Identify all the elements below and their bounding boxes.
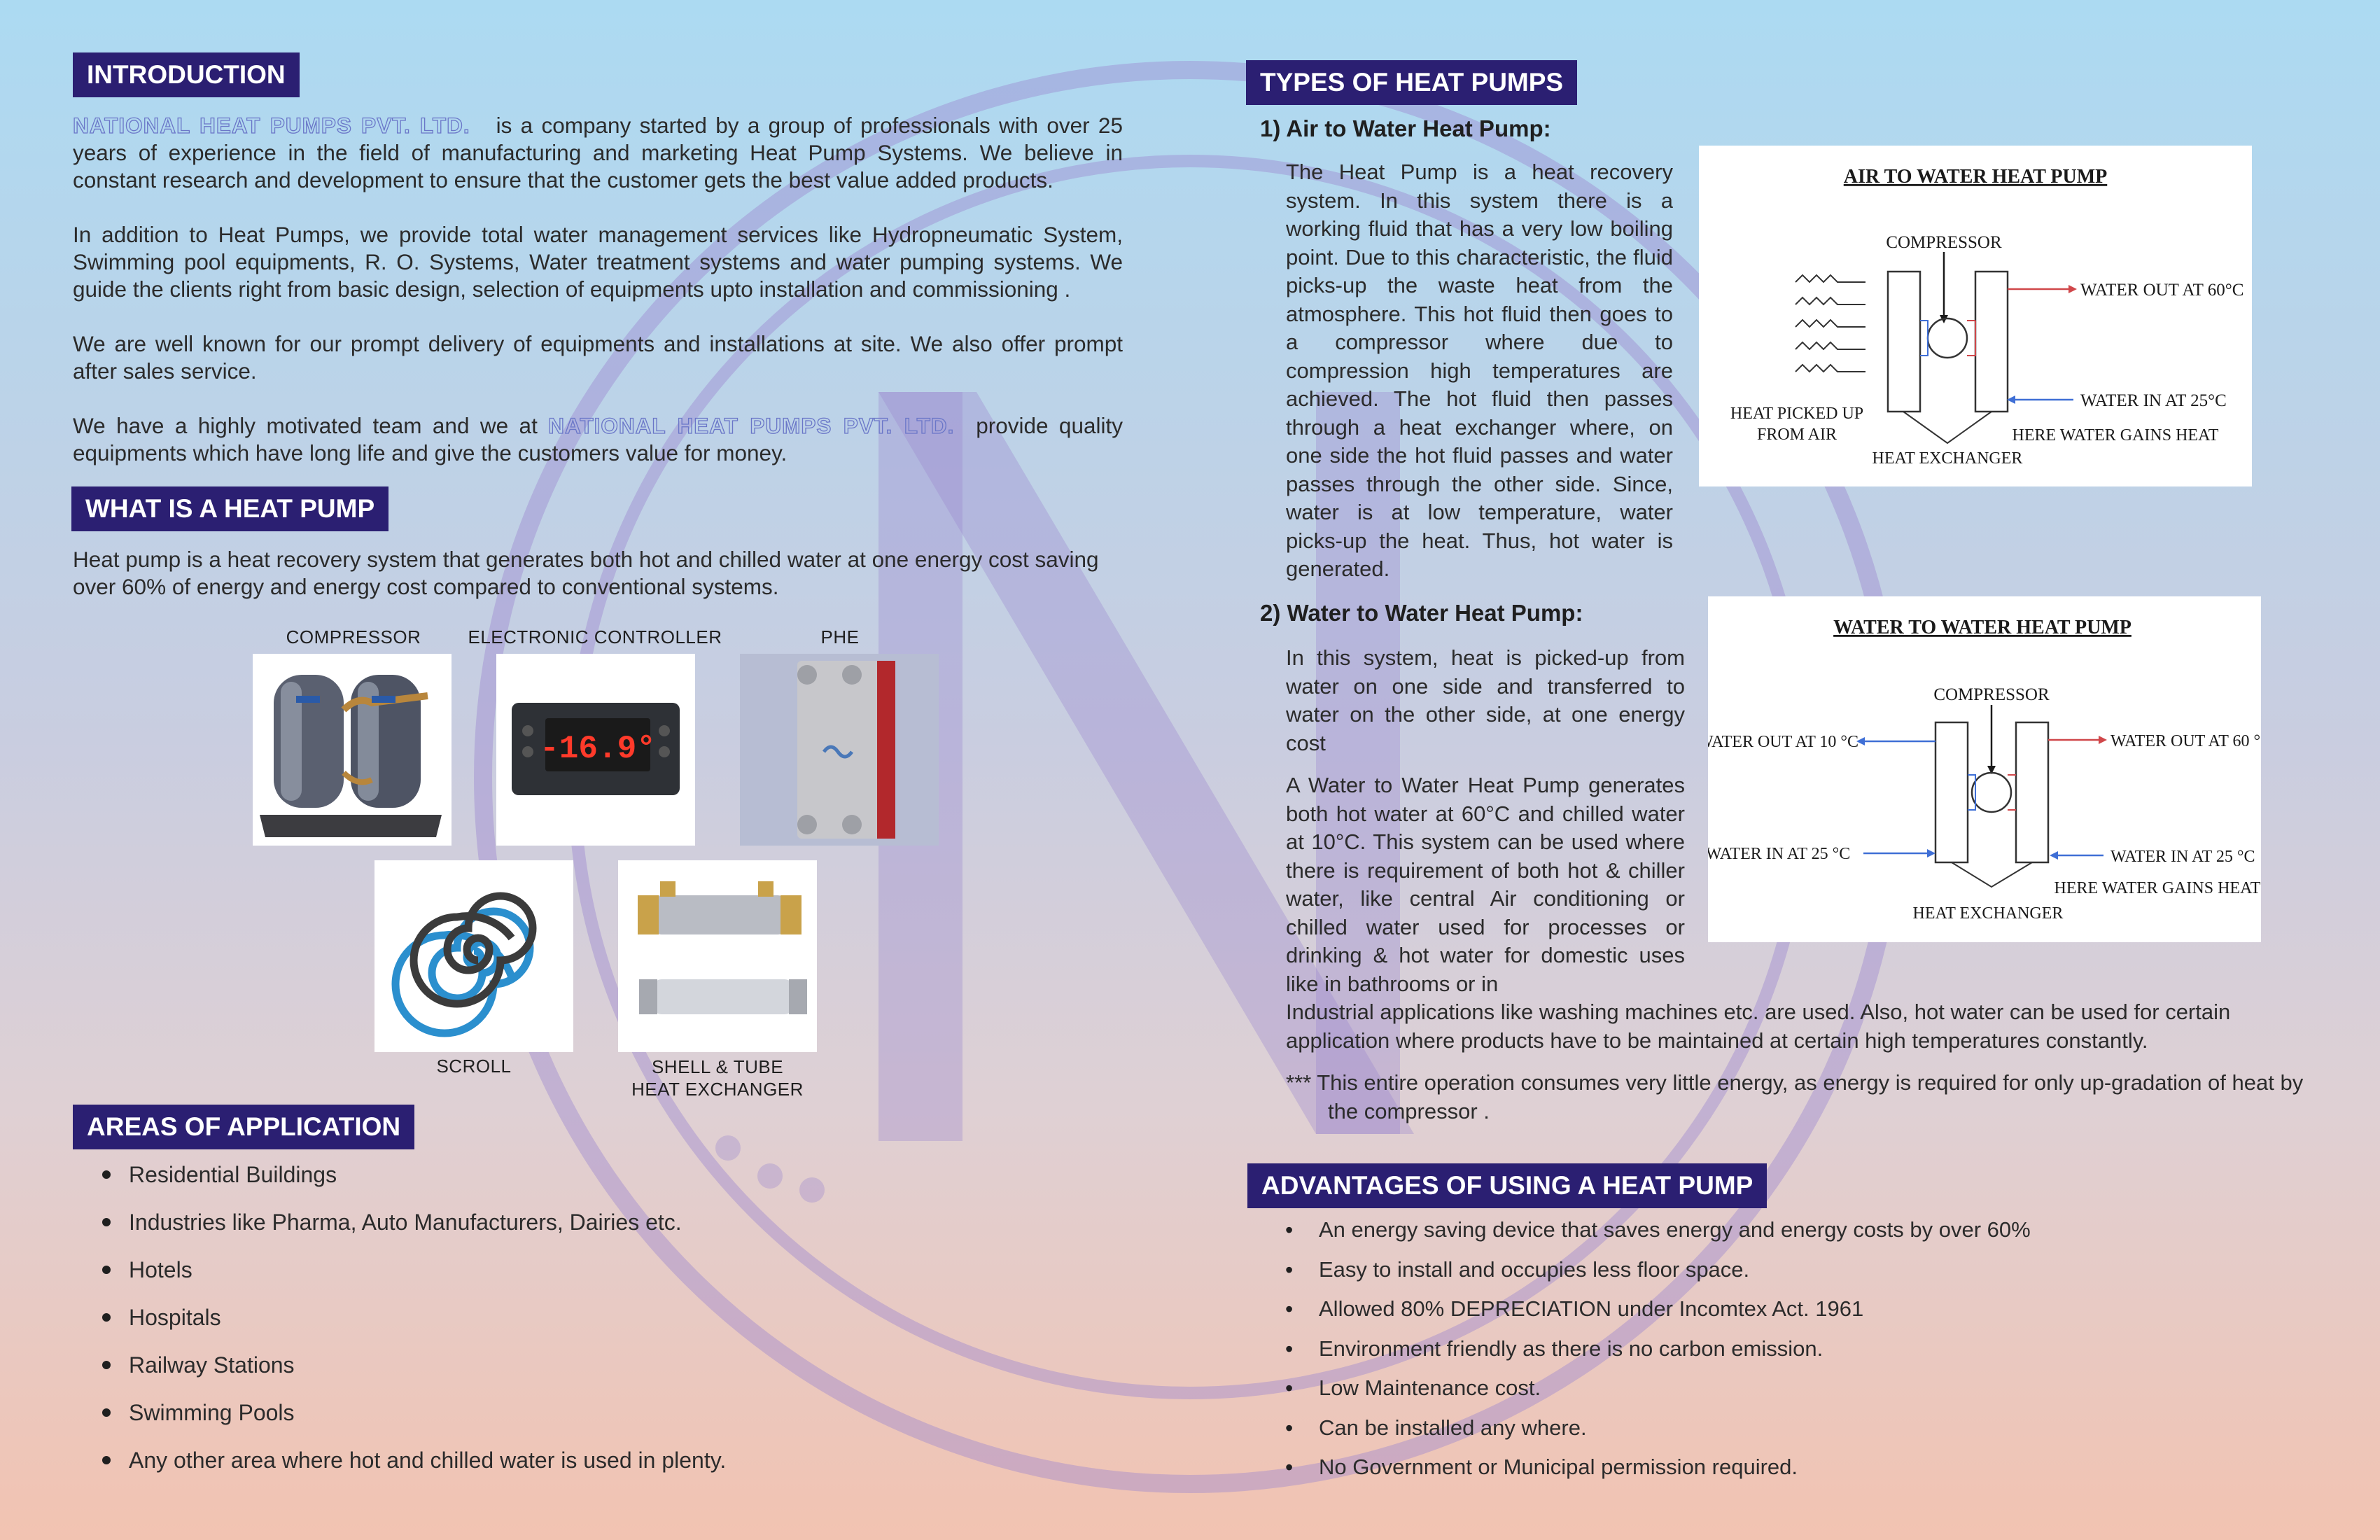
air-diagram-compressor-label: COMPRESSOR: [1886, 233, 2002, 252]
phe-label: PHE: [820, 626, 860, 648]
air-diagram-heat-picked-2: FROM AIR: [1756, 426, 1837, 444]
list-item: • An energy saving device that saves energy and energy costs by over 60%: [1285, 1216, 2031, 1256]
air-to-water-text: The Heat Pump is a heat recovery system. In this system there is a working fluid that has a very low boiling point. Due to this characteristic, the fluid picks-up the waste heat from the atmosphere. This hot fluid then goes to a compressor where due to compression high temperatures are achieved. The hot fluid then passes through a heat exchanger where, on one side the hot fluid passes and water passes through the other side. Since, water is at low temperature, water picks-up the heat. Thus, hot water is generated.: [1286, 160, 1673, 581]
air-diagram-water-in: WATER IN AT 25°C: [2080, 391, 2227, 410]
water-diagram-out-right: WATER OUT AT 60 °C: [2110, 732, 2261, 750]
list-item: Any other area where hot and chilled water is used in plenty.: [70, 1445, 726, 1492]
air-diagram-water-out: WATER OUT AT 60°C: [2080, 281, 2244, 300]
scroll-label: SCROLL: [436, 1056, 512, 1077]
what-is-heat-pump-text: Heat pump is a heat recovery system that generates both hot and chilled water at one energy cost saving over 60% of energy and energy cost compared to conventional systems.: [73, 547, 1099, 599]
energy-note: *** This entire operation consumes very little energy, as energy is required for only up-gradation of heat by the compressor .: [1286, 1070, 2304, 1124]
advantages-list: [1285, 1216, 2031, 1493]
water-to-water-title: 2) Water to Water Heat Pump:: [1260, 600, 1583, 626]
water-to-water-diagram: [1708, 596, 2261, 942]
list-item: Residential Buildings: [70, 1159, 726, 1207]
air-diagram-gains-heat: HERE WATER GAINS HEAT: [2012, 426, 2219, 444]
shell-tube-label: [598, 1056, 836, 1100]
list-item: Industries like Pharma, Auto Manufacturers, Dairies etc.: [70, 1207, 726, 1254]
introduction-heading: INTRODUCTION: [73, 52, 300, 97]
intro-paragraph-2: In addition to Heat Pumps, we provide total water management services like Hydropneumatic System, Swimming pool equipments, R. O. Systems, Water treatment systems and water pumping systems. We guide the clients right from basic design, selection of equipments upto installation and commissioning .: [73, 222, 1123, 302]
company-name-repeat: NATIONAL HEAT PUMPS PVT. LTD.: [548, 413, 955, 438]
list-item: Railway Stations: [70, 1350, 726, 1397]
water-diagram-out-left: WATER OUT AT 10 °C: [1708, 733, 1859, 751]
water-to-water-text-2: A Water to Water Heat Pump generates both hot water at 60°C and chilled water at 10°C. This system can be used where there is requirement of both hot & chiller water, like central Air conditioning or chilled water used for processes or drinking & hot water for domestic uses like in bathrooms or in: [1286, 773, 1685, 996]
company-name: NATIONAL HEAT PUMPS PVT. LTD.: [73, 113, 470, 138]
introduction-text: [73, 112, 1123, 467]
list-item: • Low Maintenance cost.: [1285, 1374, 2031, 1414]
water-diagram-in-left: WATER IN AT 25 °C: [1708, 845, 1851, 863]
list-item: Swimming Pools: [70, 1397, 726, 1445]
compressor-photo: [253, 654, 451, 846]
intro-paragraph-4-rest: provide quality equipments which have long life and give the customers value for money.: [73, 413, 1123, 465]
shell-tube-photo: [618, 860, 817, 1052]
phe-photo: [740, 654, 939, 846]
water-to-water-text-1: In this system, heat is picked-up from water on one side and transferred to water on the other side, at one energy cost: [1286, 645, 1685, 755]
water-to-water-text-3: Industrial applications like washing machines etc. are used. Also, hot water can be used for certain application where products have to be maintained at certain high temperatures constantly.: [1286, 1000, 2231, 1053]
air-to-water-diagram: [1699, 146, 2252, 486]
list-item: • Can be installed any where.: [1285, 1414, 2031, 1454]
types-heading: TYPES OF HEAT PUMPS: [1246, 60, 1577, 105]
air-diagram-heat-exchanger: HEAT EXCHANGER: [1872, 449, 2023, 468]
intro-paragraph-3: We are well known for our prompt delivery of equipments and installations at site. We also offer prompt after sales service.: [73, 331, 1123, 384]
water-diagram-gains-heat: HERE WATER GAINS HEAT: [2054, 879, 2261, 897]
list-item: • Allowed 80% DEPRECIATION under Incomtex Act. 1961: [1285, 1295, 2031, 1335]
areas-list: [70, 1159, 726, 1492]
shell-tube-label-line1: SHELL & TUBE: [651, 1056, 784, 1077]
controller-display-reading: -16.9°: [540, 731, 656, 767]
intro-paragraph-1: is a company started by a group of professionals with over 25 years of experience in the field of manufacturing and marketing Heat Pump Systems. We believe in constant research and development to ensure that the customer gets the best value added products.: [73, 113, 1123, 192]
scroll-photo: [374, 860, 573, 1052]
air-to-water-title: 1) Air to Water Heat Pump:: [1260, 115, 1551, 141]
advantages-heading: ADVANTAGES OF USING A HEAT PUMP: [1247, 1163, 1767, 1208]
compressor-label: COMPRESSOR: [286, 626, 421, 648]
list-item: • Easy to install and occupies less floor space.: [1285, 1256, 2031, 1296]
list-item: Hotels: [70, 1254, 726, 1302]
areas-heading: AREAS OF APPLICATION: [73, 1105, 414, 1149]
controller-photo: [496, 654, 695, 846]
water-diagram-title: WATER TO WATER HEAT PUMP: [1833, 617, 2132, 638]
water-diagram-compressor-label: COMPRESSOR: [1933, 685, 2050, 704]
controller-label: ELECTRONIC CONTROLLER: [468, 626, 722, 648]
air-diagram-title: AIR TO WATER HEAT PUMP: [1843, 166, 2108, 188]
shell-tube-label-line2: HEAT EXCHANGER: [631, 1079, 804, 1100]
air-diagram-heat-picked-1: HEAT PICKED UP: [1730, 405, 1864, 423]
water-diagram-in-right: WATER IN AT 25 °C: [2110, 848, 2255, 866]
intro-paragraph-4-start: We have a highly motivated team and we at: [73, 413, 538, 438]
list-item: Hospitals: [70, 1302, 726, 1350]
list-item: • No Government or Municipal permission required.: [1285, 1453, 2031, 1493]
what-is-heat-pump-heading: WHAT IS A HEAT PUMP: [71, 486, 388, 531]
water-diagram-heat-exchanger: HEAT EXCHANGER: [1912, 904, 2064, 923]
list-item: • Environment friendly as there is no carbon emission.: [1285, 1335, 2031, 1375]
